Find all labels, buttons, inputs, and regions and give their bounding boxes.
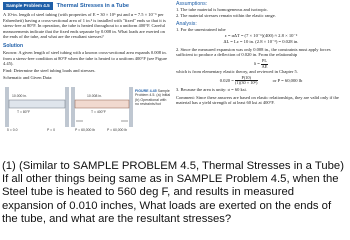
deflection-a-label: δ = 0.0 xyxy=(7,127,18,132)
analysis-heading: Analysis: xyxy=(176,21,197,28)
assumption-1: 1. The tube material is homogeneous and isotropic. xyxy=(176,7,269,12)
schematic-heading: Schematic and Given Data: xyxy=(3,75,53,81)
figure-caption-text: Sample Problem 4.5. (a) Initial (b) Operational with no restraints/hot xyxy=(135,88,171,107)
length-a-label: 10.000 in. xyxy=(12,93,27,98)
sample-problem-tag: Sample Problem 4.5 xyxy=(3,2,53,10)
load-equation-fraction xyxy=(235,76,258,86)
schematic-figure xyxy=(3,83,171,133)
figure-caption xyxy=(135,89,171,107)
sample-problem-header xyxy=(3,1,172,10)
analysis-step-3: 3. Because the area is unity: σ = 60 ksi. xyxy=(176,86,247,92)
elongation-equation: ΔL = Lε = 10 in. (2.8 × 10⁻³) = 0.028 in. xyxy=(223,38,299,44)
wall-left-b xyxy=(71,87,75,127)
tube-b xyxy=(75,100,129,108)
sample-problem-title: Thermal Stresses in a Tube xyxy=(56,2,130,9)
deflection-relation-numerator: PL xyxy=(262,57,268,63)
deflection-relation-lhs: δ = xyxy=(253,61,260,67)
load-b-left-label: P = 60,000 lb xyxy=(75,127,96,132)
wall-right-b xyxy=(129,87,133,127)
length-b-label: 10.008 in. xyxy=(87,93,102,98)
comment: Comment: Since these answers are based on elastic relationships, they are valid only if the material has a yield strength of at least 60 ksi at 400°F. xyxy=(176,94,339,106)
find-statement: Find: Determine the steel tubing loads and stresses. xyxy=(3,67,96,73)
load-b-right-label: P = 60,000 lb xyxy=(107,127,128,132)
analysis-step-1: 1. For the unrestrained tube xyxy=(176,27,226,33)
load-equation-lhs: 0.020 = xyxy=(219,77,234,83)
known-statement: Known: A given length of steel tubing with a known cross-sectional area expands 0.008 in. from a stress-free condition at 80°F when the tube is heated to a uniform 400°F (see Figure 4.45). xyxy=(3,49,168,67)
left-column xyxy=(0,0,172,160)
load-equation-result: or P = 60,000 lb xyxy=(272,77,303,83)
question-text: (1) (Similar to SAMPLE PROBLEM 4.5, Thermal Stresses in a Tube) If all other things being same as in SAMPLE Problem 4.5, when the Steel tube is heated to 560 deg F, and results in measured expansion of 0.010 inches, What loads are exerted on the ends of the tube, and what are the resultant stresses? xyxy=(2,160,344,225)
analysis-step-2b: which is from elementary elastic theory, and reviewed in Chapter 5. xyxy=(176,69,298,75)
tube-a xyxy=(9,100,65,108)
temperature-a-label: T = 80°F xyxy=(17,109,31,114)
deflection-relation xyxy=(176,59,346,69)
right-column xyxy=(176,0,350,160)
wall-left-a xyxy=(5,87,9,127)
load-equation-numerator: P(10) xyxy=(235,76,258,82)
figure-label: FIGURE 4.45 xyxy=(135,88,157,93)
deflection-relation-denominator: AE xyxy=(261,63,268,69)
temperature-b-label: T = 400°F xyxy=(91,109,106,114)
assumptions-heading: Assumptions: xyxy=(176,1,208,7)
solution-heading: Solution xyxy=(3,42,23,49)
strain-equation: ε = αΔT = (7 × 10⁻⁶)(400) ≈ 2.8 × 10⁻³ xyxy=(224,32,298,38)
analysis-step-2: 2. Since the measured expansion was only 0.008 in., the constraints must apply forces sufficient to produce a deflection of 0.020 in. From the relationship xyxy=(176,46,331,58)
problem-statement: A 10-in. length of steel tubing (with properties of E = 30 × 10⁶ psi and α = 7.5 × 10⁻⁶ per Fahrenheit) having a cross-sectional area of 1 in.² is installed with "fixed" ends so that it is stress-free at 80°F. In operation, the tube is heated throughout to a uniform 400°F. Careful measurements indicate that the fixed ends separate by 0.008 in. What loads are exerted on the ends of the tube, and what are the resultant stresses? xyxy=(3,12,166,40)
wall-right-a xyxy=(65,87,69,127)
deflection-relation-fraction xyxy=(261,59,268,69)
load-equation-denominator: (1)(30 × 10⁶) xyxy=(234,80,258,86)
load-equation xyxy=(176,76,346,86)
assumption-2: 2. The material stresses remain within the elastic range. xyxy=(176,12,276,18)
load-a-label: P = 0 xyxy=(47,127,55,132)
